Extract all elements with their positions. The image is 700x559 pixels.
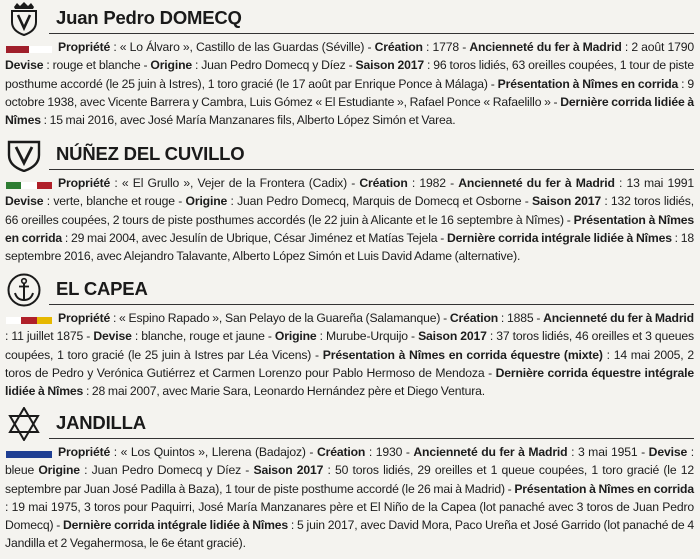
entry-header [0, 271, 700, 307]
entry-text: Propriété : « El Grullo », Vejer de la Frontera (Cadix) - Création : 1982 - Ancienneté du fer à Madrid : 13 mai 1991 Devise : verte, blanche et rouge - Origine : Juan Pedro Domecq, Marquis de Domecq et Osborne - Saison 2017 : 132 toros lidiés, 66 oreilles coupées, 2 tours de piste posthumes accordés (le 22 juin à Alicante et le 16 septembre à Nîmes) - Présentation à Nîmes en corrida : 29 mai 2004, avec Jesulín de Ubrique, César Jiménez et Matías Tejela - Dernière corrida intégrale lidiée à Nîmes : 18 septembre 2016, avec Alejandro Talavante, Alberto López Simón et Luis David Adame (alternative). [5, 176, 695, 264]
entry-header [0, 405, 700, 441]
entry-text: Propriété : « Lo Álvaro », Castillo de las Guardas (Séville) - Création : 1778 - Ancienneté du fer à Madrid : 2 août 1790 Devise : rouge et blanche - Origine : Juan Pedro Domecq y Díez - Saison 2017 : 96 toros lidiés, 63 oreilles coupées, 1 tour de piste posthume accordé (le 25 juin à Istres), 1 toro gracié (le 17 août par Enrique Ponce à Málaga) - Présentation à Nîmes en corrida : 9 octobre 1938, avec Vicente Barrera y Cambra, Luis Gómez « El Estudiante », Rafael Ponce « Rafaelillo » - Dernière corrida lidiée à Nîmes : 15 mai 2016, avec José María Manzanares fils, Alberto López Simón et Varea. [5, 40, 694, 128]
header-divider [49, 438, 694, 439]
ganaderia-name: NÚÑEZ DEL CUVILLO [56, 143, 245, 164]
ganaderia-name: Juan Pedro DOMECQ [56, 7, 242, 28]
shield-v-icon [5, 138, 43, 172]
entry-header [0, 136, 700, 172]
entry-text: Propriété : « Los Quintos », Llerena (Badajoz) - Création : 1930 - Ancienneté du fer à Madrid : 3 mai 1951 - Devise : bleue Origine : Juan Pedro Domecq y Díez - Saison 2017 : 50 toros lidiés, 29 oreilles et 1 queue coupées, 1 toro gracié (le 12 septembre par Juan José Padilla à Baza), 1 tour de piste posthume accordé (le 26 mai à Madrid) - Présentation à Nîmes en corrida : 19 mai 1975, 3 toros pour Paquirri, José María Manzanares père et El Niño de la Capea (lot panaché avec 3 toros de Juan Pedro Domecq) - Dernière corrida intégrale lidiée à Nîmes : 5 juin 2017, avec David Mora, Paco Ureña et José Garrido (lot panaché de 4 Jandilla et 2 Vegahermosa, le 6e étant gracié). [5, 445, 694, 551]
header-divider [49, 169, 694, 170]
entry-header [0, 0, 700, 36]
crown-shield-v-icon [5, 2, 43, 36]
entry-text: Propriété : « Espino Rapado », San Pelayo de la Guareña (Salamanque) - Création : 1885 - Ancienneté du fer à Madrid : 11 juillet 1875 - Devise : blanche, rouge et jaune - Origine : Murube-Urquijo - Saison 2017 : 37 toros lidiés, 46 oreilles et 3 queues coupées, 1 toro gracié (le 25 juin à Istres par Léa Vicens) - Présentation à Nîmes en corrida équestre (mixte) : 14 mai 2005, 2 toros de Pedro y Verónica Gutiérrez et Carmen Lorenzo pour Pablo Hermoso de Mendoza - Dernière corrida équestre intégrale lidiée à Nîmes : 28 mai 2007, avec Marie Sara, Leonardo Hernández père et Diego Ventura. [5, 311, 694, 399]
header-divider [49, 304, 694, 305]
ganaderia-entry-jandilla [0, 405, 700, 551]
ganaderia-entry-capea [0, 271, 700, 399]
ganaderia-name: JANDILLA [56, 412, 146, 433]
ganaderia-entry-domecq [0, 0, 700, 128]
star-of-david-icon [5, 407, 43, 441]
anchor-circle-icon [5, 273, 43, 307]
ganaderia-name: EL CAPEA [56, 278, 148, 299]
ganaderia-entry-cuvillo [0, 136, 700, 264]
header-divider [49, 33, 694, 34]
